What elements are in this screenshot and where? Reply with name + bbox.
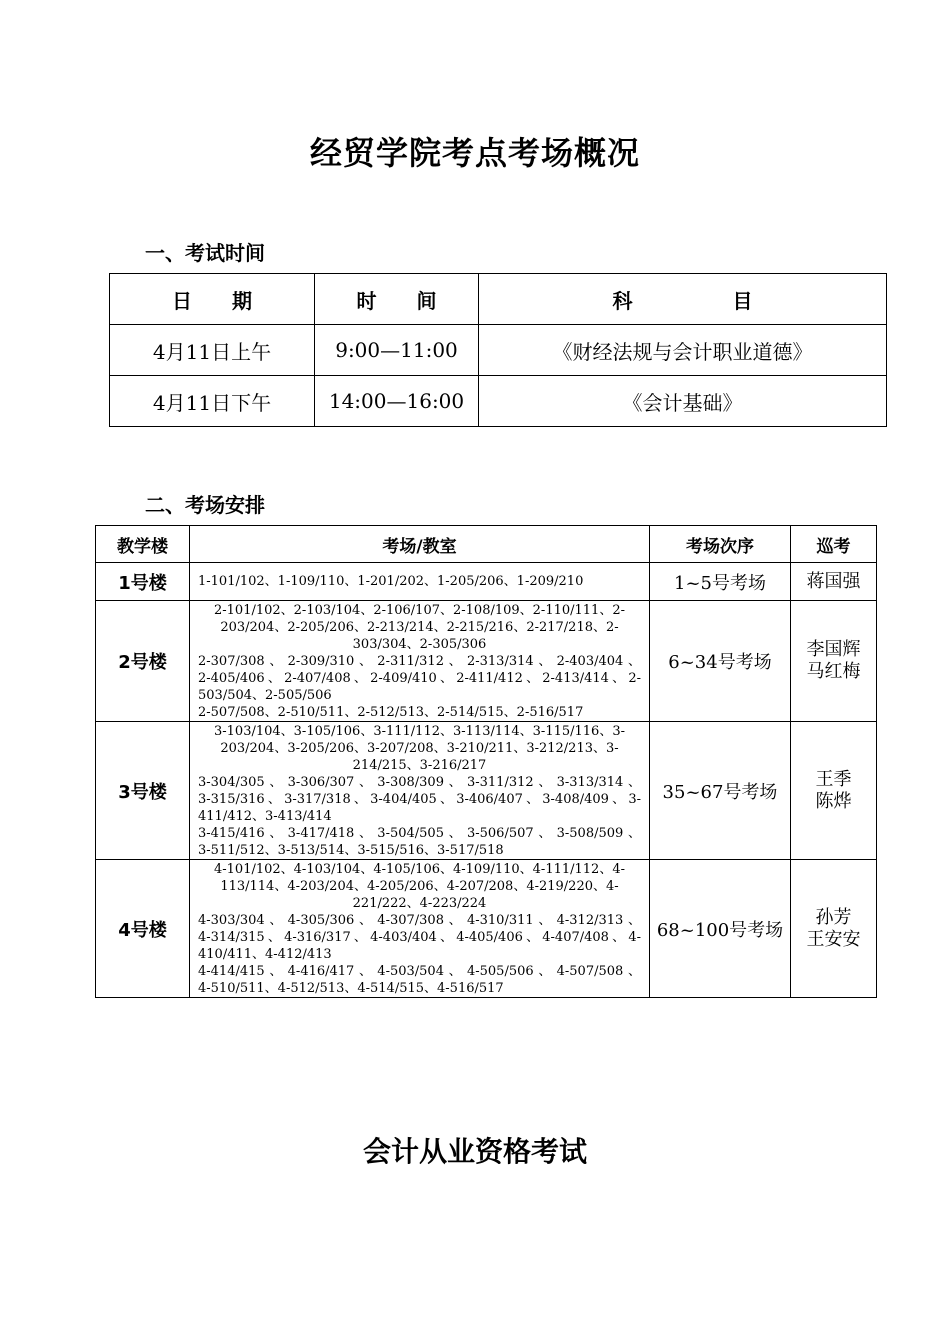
rooms-cell xyxy=(190,563,650,601)
proctor-cell xyxy=(791,601,877,722)
proctor-cell xyxy=(791,563,877,601)
order-cell: 35~67号考场 xyxy=(650,722,791,860)
proctor-name: 蒋国强 xyxy=(806,570,861,592)
room-list-line: 2-507/508、2-510/511、2-512/513、2-514/515、2-516/517 xyxy=(198,704,584,720)
table-header-row xyxy=(96,526,877,563)
proctor-name: 马红梅 xyxy=(806,661,861,682)
proctor-cell xyxy=(791,860,877,998)
table-row xyxy=(110,376,887,427)
proctor-name: 李国辉 xyxy=(806,639,861,660)
building-cell: 3号楼 xyxy=(96,722,190,860)
table-row xyxy=(96,860,877,998)
date-cell: 4月11日下午 xyxy=(110,376,315,427)
building-cell: 1号楼 xyxy=(96,563,190,601)
time-cell: 14:00—16:00 xyxy=(315,376,479,427)
rooms-cell xyxy=(190,601,650,722)
proctor-cell xyxy=(791,722,877,860)
table-row xyxy=(96,563,877,601)
proctor-name: 孙芳 xyxy=(815,906,852,928)
page-title: 经贸学院考点考场概况 xyxy=(309,134,640,172)
table-row xyxy=(96,722,877,860)
column-header-order: 考场次序 xyxy=(650,526,791,563)
section-heading-exam-time: 一、考试时间 xyxy=(145,241,265,265)
table-row xyxy=(110,325,887,376)
room-list-line: 4-101/102、4-103/104、4-105/106、4-109/110、4-111/112、4-113/114、4-203/204、4-205/206、4-207/208、4-219/220、4-221/222、4-223/224 xyxy=(213,861,625,911)
building-cell: 4号楼 xyxy=(96,860,190,998)
column-header-subject: 科 目 xyxy=(479,274,887,325)
building-cell: 2号楼 xyxy=(96,601,190,722)
room-list-line: 4-414/415 、 4-416/417 、 4-503/504 、 4-505/506 、 4-507/508 、 4-510/511、4-512/513、4-514/515、4-516/517 xyxy=(198,963,641,996)
room-list-line: 3-103/104、3-105/106、3-111/112、3-113/114、3-115/116、3-203/204、3-205/206、3-207/208、3-210/211、3-212/213、3-214/215、3-216/217 xyxy=(213,723,625,773)
section-heading-room-arrangement: 二、考场安排 xyxy=(145,493,265,517)
room-list-line: 4-303/304 、 4-305/306 、 4-307/308 、 4-310/311 、 4-312/313 、 4-314/315、4-316/317、4-403/404、4-405/406、4-407/408、4-410/411、4-412/413 xyxy=(198,912,641,962)
footer-title: 会计从业资格考试 xyxy=(362,1135,587,1168)
column-header-rooms: 考场/教室 xyxy=(190,526,650,563)
table-header-row xyxy=(110,274,887,325)
order-cell: 1~5号考场 xyxy=(650,563,791,601)
order-cell: 6~34号考场 xyxy=(650,601,791,722)
room-list-line: 1-101/102、1-109/110、1-201/202、1-205/206、1-209/210 xyxy=(198,574,584,589)
room-list-line: 2-307/308 、 2-309/310 、 2-311/312 、 2-313/314 、 2-403/404 、 2-405/406、2-407/408、2-409/410、2-411/412、2-413/414、2-503/504、2-505/506 xyxy=(198,653,641,703)
table-row xyxy=(96,601,877,722)
subject-cell: 《会计基础》 xyxy=(479,376,887,427)
room-arrangement-table xyxy=(95,525,877,998)
rooms-cell xyxy=(190,722,650,860)
proctor-name: 王安安 xyxy=(806,928,861,950)
exam-time-table xyxy=(109,273,887,427)
column-header-building: 教学楼 xyxy=(96,526,190,563)
column-header-proctor: 巡考 xyxy=(791,526,877,563)
room-list-line: 3-415/416 、 3-417/418 、 3-504/505 、 3-506/507 、 3-508/509 、 3-511/512、3-513/514、3-515/516、3-517/518 xyxy=(198,825,641,858)
time-cell: 9:00—11:00 xyxy=(315,325,479,376)
rooms-cell xyxy=(190,860,650,998)
room-list-line: 2-101/102、2-103/104、2-106/107、2-108/109、2-110/111、2-203/204、2-205/206、2-213/214、2-215/216、2-217/218、2-303/304、2-305/306 xyxy=(213,602,625,652)
column-header-time: 时 间 xyxy=(315,274,479,325)
proctor-name: 王季 xyxy=(815,768,852,790)
room-list-line: 3-304/305 、 3-306/307 、 3-308/309 、 3-311/312 、 3-313/314 、 3-315/316、3-317/318、3-404/405、3-406/407、3-408/409、3-411/412、3-413/414 xyxy=(198,774,641,824)
column-header-date: 日 期 xyxy=(110,274,315,325)
order-cell: 68~100号考场 xyxy=(650,860,791,998)
subject-cell: 《财经法规与会计职业道德》 xyxy=(479,325,887,376)
date-cell: 4月11日上午 xyxy=(110,325,315,376)
proctor-name: 陈烨 xyxy=(815,790,852,812)
